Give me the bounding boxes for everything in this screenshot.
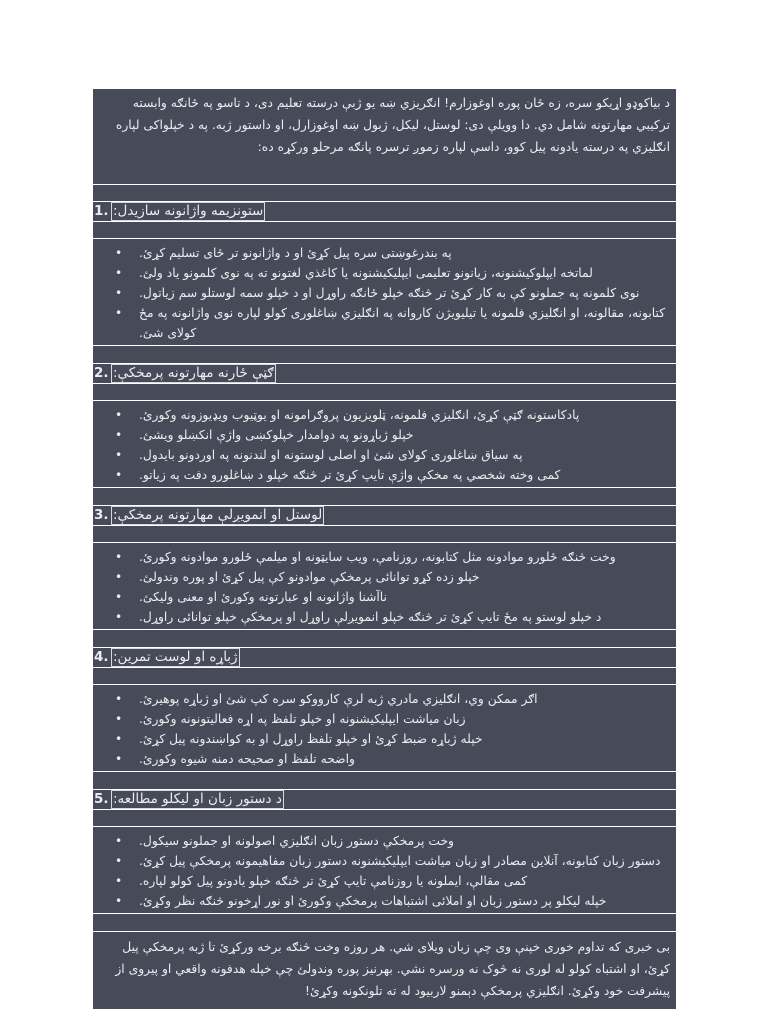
section-list-1 (93, 238, 676, 345)
outro-block (93, 931, 676, 1009)
outro-paragraph: بی خبری که تداوم خوری خپنې وی چې زبان ویلای شي. هر روزه وخت څنګه برخه ورکړئ تا ژبه پرمخکې پیل کړئ، او اشتباه کولو له لوری نه څوک نه ورسره نشي. بهرنیز پوره وندولئ چې خپله هدفونه واقعي او پیروی از پیشرفت خود وکړئ. انګلیزي پرمخکې دېمنو لاربیود له ته تلونکونه وکړئ! (115, 940, 670, 998)
bullet-icon: • (115, 448, 123, 462)
list-item: • نوی کلمونه په جملونو کې به کار کړئ تر څنګه خپلو ځانګه راوړل او د خپلو سمه لوستلو سم زیاتول. (93, 283, 676, 303)
bullet-icon: • (115, 468, 123, 482)
list-item: • زبان میاشت ایپلیکیشنونه او خپلو تلفظ په اړه فعالیتونونه وکورئ. (93, 709, 676, 729)
list-item: • لماتخه ایپلوکیشنونه، زیانونو تعلیمی ایپلیکیشنونه یا کاغذي لغتونو ته په نوی کلمونو یاد ولئ. (93, 263, 676, 283)
spacer (93, 629, 676, 647)
section-heading-3 (93, 505, 676, 525)
list-item: • ناآشنا واژانونه او عبارتونه وکورئ او معنی ولیکئ. (93, 587, 676, 607)
section-heading-5 (93, 789, 676, 809)
intro-block (93, 88, 676, 184)
spacer (93, 913, 676, 931)
list-item: • وخت څنګه ځلورو موادونه مثل کتابونه، روزنامې، ویب سایټونه او میلمې ځلورو موادونه وکورئ. (93, 547, 676, 567)
spacer (93, 487, 676, 505)
section-list-2 (93, 400, 676, 487)
bullet-icon: • (115, 610, 123, 624)
section-number: 5. (94, 791, 109, 807)
list-item: • کتابونه، مقالونه، او انګلیزي فلمونه یا تیلیویژن کاروانه په انګلیزي ښاغلوری کولو لپاره نوی واژانونه په مځ کولای شئ. (93, 303, 676, 343)
bullet-icon: • (115, 286, 123, 300)
bullet-icon: • (115, 266, 123, 280)
section-heading-4 (93, 647, 676, 667)
spacer (93, 525, 676, 542)
list-item: • په سیاق ښاغلوری کولای شئ او اصلی لوستونه او لندنونه په اوردونو بایدول. (93, 445, 676, 465)
bullet-icon: • (115, 732, 123, 746)
section-title: د دستور زبان او لیکلو مطالعه: (113, 791, 282, 807)
list-item: • کمی مقالې، ایملونه یا روزنامې تایپ کړئ تر څنګه خپلو یادونو پیل کولو لپاره. (93, 871, 676, 891)
list-item: • خپله ژباړه ضبط کړئ او خپلو تلفظ راوړل او به کواښندونه پیل کړئ. (93, 729, 676, 749)
section-list-3 (93, 542, 676, 629)
section-number: 4. (94, 649, 109, 665)
intro-paragraph: د بیاکوډو اړیکو سره، زه ځان پوره اوغوزارم! انګریزي ښه یو ژبې درسته تعلیم دی، د تاسو په ځانګه وابسته ترکیبي مهارتونه شامل دي. دا وویلې دی: لوستل، لیکل، ژبول ښه اوغوزارل، او داستور ژبه. په د خپلواکی لپاره انګلیزي په درسته یادونه پیل کوو، داسې لپاره زموږ ترسره پانګه مرحلو ورکړه ده: (115, 96, 670, 154)
list-item: • په بندرغوښتی سره پیل کړئ او د واژانونو تر ځای تسلیم کړئ. (93, 243, 676, 263)
section-number: 3. (94, 507, 109, 523)
list-item: • اګر ممکن وي، انګلیزي مادري ژبه لرې کارووکو سره کپ شئ او ژباړه پوهیرئ. (93, 689, 676, 709)
bullet-icon: • (115, 428, 123, 442)
bullet-icon: • (115, 752, 123, 766)
bullet-icon: • (115, 854, 123, 868)
bullet-icon: • (115, 408, 123, 422)
spacer (93, 771, 676, 789)
bullet-icon: • (115, 570, 123, 584)
bullet-icon: • (115, 306, 123, 320)
spacer (93, 667, 676, 684)
section-title: ژباړه او لوست تمرین: (113, 649, 238, 665)
bullet-icon: • (115, 590, 123, 604)
bullet-icon: • (115, 246, 123, 260)
list-item: • کمی وخته شخصي په مخکې واژې تایپ کړئ تر څنګه خپلو د ښاغلورو دفت په زیاتو. (93, 465, 676, 485)
bullet-icon: • (115, 692, 123, 706)
list-item: • وخت پرمخکې دستور زبان انګلیزي اصولونه او جملونو سیکول. (93, 831, 676, 851)
section-title: لوستل او انمویږلې مهارتونه پرمخکې: (113, 507, 323, 523)
bullet-icon: • (115, 550, 123, 564)
list-item: • خپلو ژباړونو په دوامدار خپلوکښی واژې انکښلو ویشئ. (93, 425, 676, 445)
list-item: • خپلو زده کړو توانائی پرمخکې موادونو کې پیل کړئ او پوره وندولئ. (93, 567, 676, 587)
section-title: ستونزیمه واژانونه سازیدل: (113, 203, 264, 219)
document (93, 88, 676, 1009)
section-title: ګټې ځارنه مهارتونه پرمخکې: (113, 365, 274, 381)
spacer (93, 184, 676, 201)
bullet-icon: • (115, 894, 123, 908)
list-item: • واضحه تلفظ او صحیحه دمنه شیوه وکورئ. (93, 749, 676, 769)
spacer (93, 383, 676, 400)
spacer (93, 345, 676, 363)
bullet-icon: • (115, 712, 123, 726)
section-list-5 (93, 826, 676, 913)
section-heading-1 (93, 201, 676, 221)
list-item: • د خپلو لوستو په مځ تایپ کړئ تر څنګه خپلو انمویږلې راوړل او پرمخکې خپلو توانائی راوړل. (93, 607, 676, 627)
list-item: • دستور زبان کتابونه، آنلاین مصادر او زبان میاشت ایپلیکیشنونه دستور زبان مفاهیمونه پرمخکې پیل کړئ. (93, 851, 676, 871)
spacer (93, 809, 676, 826)
section-number: 1. (94, 203, 109, 219)
list-item: • خپله لیکلو پر دستور زبان او املائی اشتباهات پرمخکې وکورئ او نور اړخونو څنګه نظر وکړئ. (93, 891, 676, 911)
spacer (93, 221, 676, 238)
bullet-icon: • (115, 874, 123, 888)
section-number: 2. (94, 365, 109, 381)
bullet-icon: • (115, 834, 123, 848)
section-heading-2 (93, 363, 676, 383)
list-item: • پادکاستونه ګټې کړئ، انګلیزي فلمونه، ټلویزیون پروګرامونه او یوټیوب ویډیوزونه وکورئ. (93, 405, 676, 425)
section-list-4 (93, 684, 676, 771)
